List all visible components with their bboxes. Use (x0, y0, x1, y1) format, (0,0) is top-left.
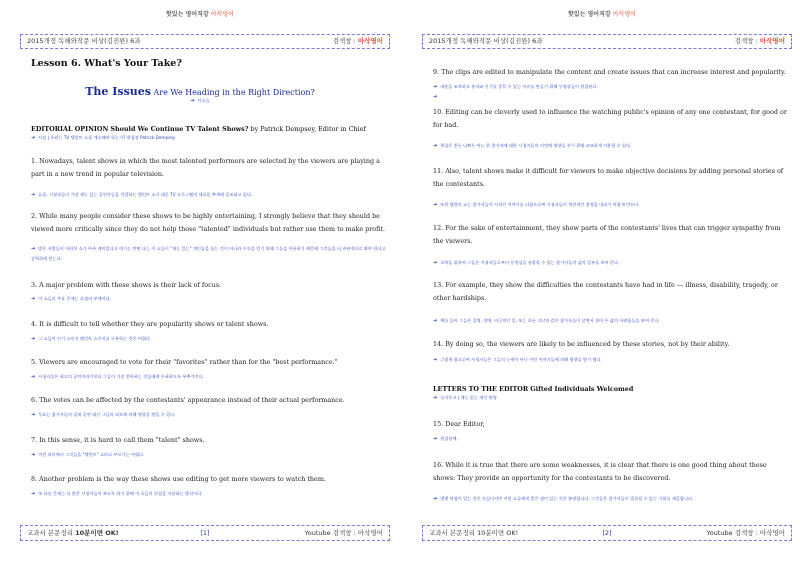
sentence-14: 14. By doing so, the viewers are likely to be influenced by these stories, not by their ability. (433, 340, 730, 348)
arrow-icon: ➜ (31, 412, 36, 418)
arrow-icon: ➜ (433, 395, 438, 401)
arrow-icon: ➜ (433, 202, 438, 208)
search-label: 검색창 : 아삭영어 (332, 37, 383, 45)
page-2 (408, 0, 796, 566)
sentence-10: 10. Editing can be cleverly used to influence the watching public's opinion of any one contestant, for good or for bad. (433, 108, 787, 129)
editorial-title: Should We Continue TV Talent Shows? (110, 125, 249, 133)
brand-main: 핫있는 영어직강 (166, 11, 209, 18)
arrow-icon: ➜ (433, 94, 438, 100)
page-number: [1] (200, 529, 210, 537)
search-value: 아삭영어 (357, 37, 383, 45)
search-value: 아삭영어 (759, 37, 785, 45)
brand-accent: 아삭영어 (612, 11, 636, 18)
brand-header (6, 9, 394, 18)
editorial-label: EDITORIAL OPINION (31, 125, 109, 133)
gloss-3: ➜ 이 쇼들의 주요 문제는 초점의 부재이다. (31, 296, 111, 302)
page-number: [2] (602, 529, 612, 537)
sentence-6: 6. The votes can be affected by the contestants' appearance instead of their actual performance. (31, 396, 345, 404)
footer-right: Youtube 검색창 : 아삭영어 (706, 529, 785, 537)
footer-left: 교과서 본문정리 10분이면 OK! (27, 529, 119, 537)
brand-accent: 아삭영어 (210, 11, 234, 18)
arrow-icon: ➜ (433, 260, 438, 266)
course-title: 2015개정 독해와작문 비상(김진완) 6과 (27, 37, 141, 45)
arrow-icon: ➜ (31, 491, 36, 497)
gloss-13: ➜ 예를 들어 그들은 질병, 장애, 비극적인 일, 또는 다른 고난과 같은 참가자들이 살면서 겪어 온 삶의 어려움들을 보여 준다. (433, 318, 660, 324)
gloss-6: ➜ 투표는 참가자들의 실제 공연 대신 그들의 외모에 의해 영향을 받을 수 있다. (31, 412, 176, 418)
footer-right: Youtube 검색창 : 아삭영어 (304, 529, 383, 537)
arrow-icon: ➜ (31, 452, 36, 458)
gloss-9-arrow (433, 92, 788, 102)
sentence-9: 9. The clips are edited to manipulate the content and create issues that can increase interest and popularity. (433, 68, 786, 76)
footer-left-bold: 10분이면 OK! (75, 529, 119, 537)
letters-label: LETTERS TO THE EDITOR (433, 385, 529, 393)
gloss-14: ➜ 그렇게 함으로써 시청자들은 그들의 능력이 아닌 이런 이야기들에 의해 영향을 받기 쉽다. (433, 357, 602, 363)
arrow-icon: ➜ (31, 135, 36, 141)
gloss-1: ➜ 요즘, 시청자들이 가장 재능 있는 공연자들을 선발하는 탤런트 쇼가 대중 TV 프로그램의 새로운 추세에 일조하고 있다. (31, 192, 253, 198)
sentence-5: 5. Viewers are encouraged to vote for their "favorites" rather than for the "best performance." (31, 358, 338, 366)
header-box (422, 34, 792, 49)
title-rest: Are We Heading in the Right Direction? (150, 88, 315, 97)
editorial-byline: by Patrick Dempsey, Editor in Chief (248, 125, 366, 133)
sentence-12: 12. For the sake of entertainment, they show parts of the contestants' lives that can trigger sympathy from the viewers. (433, 224, 781, 245)
gloss-12: ➜ 오락을 위하여 그들은 시청자들로부터 동정심을 유발할 수 있는 참가자들의 삶의 일부를 보여 준다. (433, 260, 620, 266)
gloss-10: ➜ 편집은 좋든 나쁘든 어느 한 참가자에 대한 시청자들의 의견에 영향을 주기 위해 교묘하게 사용될 수 있다. (433, 143, 632, 149)
arrow-icon: ➜ (433, 496, 438, 502)
sentence-15: 15. Dear Editor, (433, 420, 485, 428)
arrow-icon: ➜ (433, 318, 438, 324)
gloss-8: ➜ 또 다른 문제는 더 많은 시청자들이 보도록 하기 위해 이 쇼들이 편집을 사용하는 방식이다. (31, 491, 203, 497)
gloss-16: ➜ 몇몇 단점이 있는 것은 사실이지만 이런 쇼들에게 좋은 점이 있는 것은 분명합니다. 그것들은 참가자들이 발굴될 수 있는 기회를 제공합니다. (433, 496, 694, 502)
footer-box (20, 525, 390, 541)
sentence-1: 1. Nowadays, talent shows in which the most talented performers are selected by the viewers are playing a part in a new trend in popular television. (31, 157, 380, 178)
sentence-13: 13. For example, they show the difficulties the contestants have had in life — illness, disability, tragedy, or other hardships. (433, 281, 778, 302)
gloss-9: ➜ 내용을 조작하고 흥미와 인기를 증할 수 있는 이슈를 만들기 위해 동영상들이 편집된다. (433, 84, 598, 90)
letters-title: Gifted Individuals Welcomed (530, 385, 634, 393)
gloss-4: ➜ 그 쇼들이 인기 쇼인지 탤런트 쇼인지를 구분하는 것은 어렵다. (31, 336, 152, 342)
arrow-icon: ➜ (31, 246, 36, 252)
footer-box (422, 525, 792, 541)
arrow-icon: ➜ (31, 192, 36, 198)
search-label: 검색창 : 아삭영어 (734, 37, 785, 45)
editorial-heading (31, 125, 386, 133)
footer-left-bold: 10분이면 OK! (477, 529, 519, 537)
gloss-15: ➜ 편집장께, (433, 436, 458, 442)
sentence-8: 8. Another problem is the way these shows use editing to get more viewers to watch them. (31, 475, 326, 483)
gloss-2: ➜ 많은 사람들이 이러한 쇼가 아주 재미있다고 여기는 반면 나는 이 쇼들이 "재능 있는" 개인들을 돕는 것이 아니라 수익을 얻기 위해 그들을 이용하기 때문에 그것들을 더 비판적으로 봐야 한다고 강력하게 믿는다. (31, 246, 386, 261)
editorial-gloss: ➜ 사설 | 우리는 TV 탤런트 쇼를 계속해야 하는가? 편집장 Patrick Dempsey (31, 135, 176, 141)
letters-heading (433, 385, 788, 393)
brand-main: 핫있는 영어직강 (568, 11, 611, 18)
page-1 (6, 0, 394, 566)
arrow-icon: ➜ (433, 436, 438, 442)
title-big: The Issues (85, 85, 151, 98)
arrow-icon: ➜ (31, 336, 36, 342)
sentence-3: 3. A major problem with these shows is their lack of focus. (31, 281, 222, 289)
gloss-7: ➜ 이런 의미에서 그것들을 "탤런트" 쇼라고 부르기는 어렵다. (31, 452, 145, 458)
sentence-11: 11. Also, talent shows make it difficult for viewers to make objective decisions by adding personal stories of the contestants. (433, 167, 784, 188)
course-title: 2015개정 독해와작문 비상(김진완) 6과 (429, 37, 543, 45)
arrow-icon: ➜ (190, 98, 195, 104)
title-gloss: ➜ 이슈들 (190, 98, 210, 104)
sentence-4: 4. It is difficult to tell whether they are popularity shows or talent shows. (31, 320, 269, 328)
arrow-icon: ➜ (433, 84, 438, 90)
arrow-icon: ➜ (31, 296, 36, 302)
arrow-icon: ➜ (433, 143, 438, 149)
gloss-11: ➜ 또한 탤런트 쇼는 참가자들의 사적인 이야기를 더함으로써 시청자들이 객관적인 결정을 내리기 어렵게 만든다. (433, 202, 640, 208)
sentence-2: 2. While many people consider these shows to be highly entertaining, I strongly believe that they should be viewed more critically since they do not help those "talented" individuals but rather use them to make profit. (31, 212, 385, 233)
sentence-7: 7. In this sense, it is hard to call them "talent" shows. (31, 436, 205, 444)
gloss-5: ➜ 시청자들은 최고의 공연이라기보다 그들이 가장 좋아하는 것들에게 투표하도록 부추겨진다. (31, 374, 204, 380)
brand-header (408, 9, 796, 18)
sentence-16: 16. While it is true that there are some weaknesses, it is clear that there is one good thing about these shows: They provide an opportunity for the contestants to be discovered. (433, 461, 767, 482)
lesson-title: Lesson 6. What's Your Take? (31, 58, 182, 69)
header-box (20, 34, 390, 49)
footer-left: 교과서 본문정리 10분이면 OK! (429, 529, 519, 537)
arrow-icon: ➜ (433, 357, 438, 363)
arrow-icon: ➜ (31, 374, 36, 380)
letters-gloss: ➜ 독자투고 | 재능 있는 개인 환영 (433, 395, 497, 401)
